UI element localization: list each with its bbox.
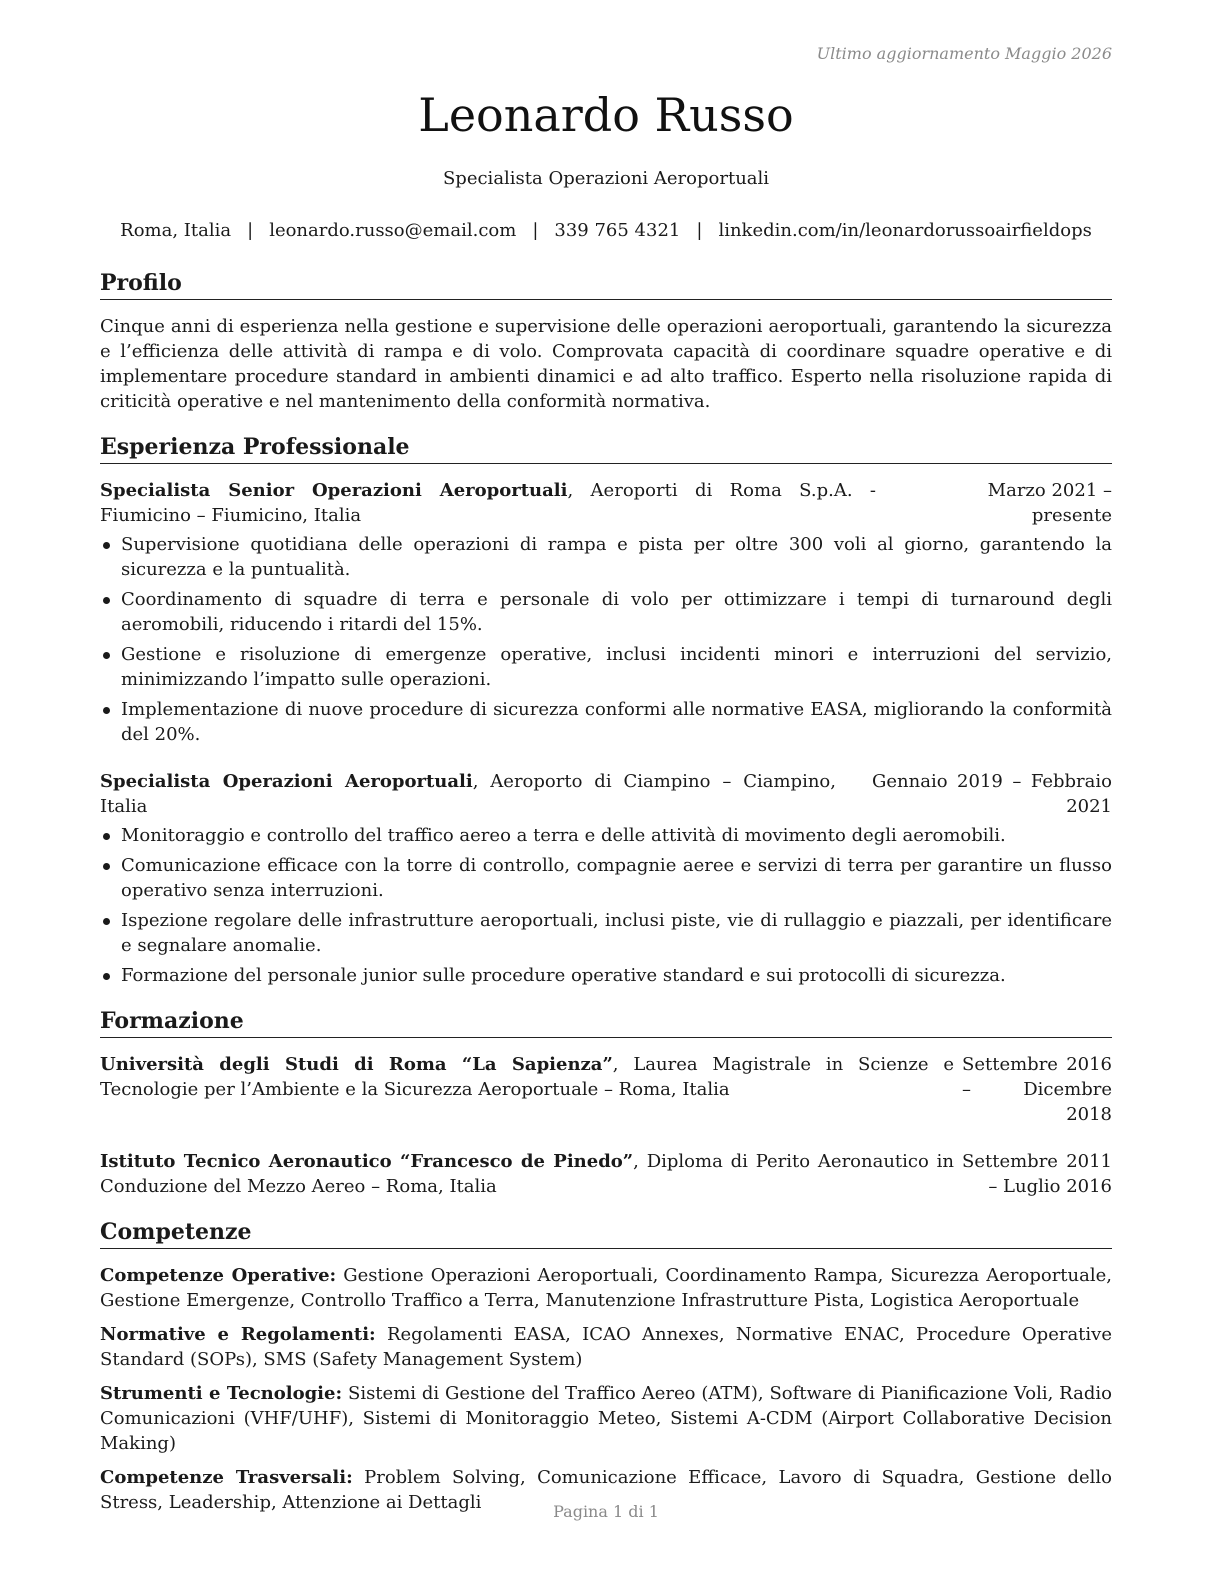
skill-group xyxy=(100,1322,1112,1372)
skill-label: Strumenti e Tecnologie: xyxy=(100,1383,343,1404)
school-name: Istituto Tecnico Aeronautico “Francesco de Pinedo” xyxy=(100,1151,634,1172)
section-title-profile: Profilo xyxy=(100,268,1112,300)
candidate-name: Leonardo Russo xyxy=(418,88,794,142)
job-organization: , Aeroporto di Ciampino – Ciampino, Italia xyxy=(100,771,836,817)
job-role: Specialista Senior Operazioni Aeroportuali xyxy=(100,480,568,501)
list-item: Supervisione quotidiana delle operazioni di rampa e pista per oltre 300 voli al giorno, garantendo la sicurezza e la puntualità. xyxy=(100,532,1112,582)
profile-summary: Cinque anni di esperienza nella gestione e supervisione delle operazioni aeroportuali, garantendo la sicurezza e l’efficienza delle attività di rampa e di volo. Comprovata capacità di coordinare squadre operative e di implementare procedure standard in ambienti dinamici e ad alto traffico. Esperto nella risoluzione rapida di criticità operative e nel mantenimento della conformità normativa. xyxy=(100,316,1112,412)
list-item: Gestione e risoluzione di emergenze operative, inclusi incidenti minori e interruzioni del servizio, minimizzando l’impatto sulle operazioni. xyxy=(100,642,1112,692)
skill-values: Gestione Operazioni Aeroportuali, Coordinamento Rampa, Sicurezza Aeroportuale, Gestione Emergenze, Controllo Traffico a Terra, Manutenzione Infrastrutture Pista, Logistica Aeroportuale xyxy=(100,1265,1112,1311)
resume-page xyxy=(100,0,1112,1584)
list-item: Coordinamento di squadre di terra e personale di volo per ottimizzare i tempi di turnaround degli aeromobili, riducendo i ritardi del 15%. xyxy=(100,587,1112,637)
contact-phone: 339 765 4321 xyxy=(554,220,681,241)
job-role: Specialista Operazioni Aeroportuali xyxy=(100,771,473,792)
degree-detail: , Laurea Magistrale in Scienze e Tecnologie per l’Ambiente e la Sicurezza Aeroportuale – Roma, Italia xyxy=(100,1054,954,1100)
section-title-education: Formazione xyxy=(100,1006,1112,1038)
job-organization: , Aeroporti di Roma S.p.A. - Fiumicino – Fiumicino, Italia xyxy=(100,480,876,526)
experience-entry xyxy=(100,478,1112,747)
job-bullets xyxy=(100,823,1112,988)
skill-values: Sistemi di Gestione del Traffico Aereo (ATM), Software di Pianificazione Voli, Radio Comunicazioni (VHF/UHF), Sistemi di Monitoraggio Meteo, Sistemi A-CDM (Airport Collaborative Decision Making) xyxy=(100,1383,1112,1454)
list-item: Formazione del personale junior sulle procedure operative standard e sui protocolli di sicurezza. xyxy=(100,963,1112,988)
experience-heading xyxy=(100,769,872,819)
section-title-skills: Competenze xyxy=(100,1217,1112,1249)
experience-entry xyxy=(100,769,1112,988)
contact-email[interactable]: leonardo.russo@email.com xyxy=(269,220,517,241)
degree-detail: , Diploma di Perito Aeronautico in Conduzione del Mezzo Aereo – Roma, Italia xyxy=(100,1151,954,1197)
contact-separator: | xyxy=(532,220,539,241)
skill-label: Normative e Regolamenti: xyxy=(100,1324,376,1345)
education-dates: Settembre 2011 – Luglio 2016 xyxy=(962,1151,1112,1197)
education-heading xyxy=(100,1052,962,1102)
education-entry xyxy=(100,1052,1112,1127)
skill-group xyxy=(100,1263,1112,1313)
skill-label: Competenze Trasversali: xyxy=(100,1467,353,1488)
contact-location: Roma, Italia xyxy=(120,220,232,241)
contact-separator: | xyxy=(247,220,254,241)
skill-values: Problem Solving, Comunicazione Efficace, Lavoro di Squadra, Gestione dello Stress, Leadership, Attenzione ai Dettagli xyxy=(100,1467,1112,1513)
job-title: Specialista Operazioni Aeroportuali xyxy=(442,168,770,189)
job-dates: Marzo 2021 – presente xyxy=(987,480,1112,526)
contact-separator: | xyxy=(696,220,703,241)
education-entry xyxy=(100,1149,1112,1199)
job-dates: Gennaio 2019 – Febbraio 2021 xyxy=(872,771,1112,817)
contact-linkedin[interactable]: linkedin.com/in/leonardorussoairfieldops xyxy=(718,220,1092,241)
list-item: Ispezione regolare delle infrastrutture aeroportuali, inclusi piste, vie di rullaggio e piazzali, per identificare e segnalare anomalie. xyxy=(100,908,1112,958)
last-updated: Ultimo aggiornamento Maggio 2026 xyxy=(816,44,1112,63)
job-bullets xyxy=(100,532,1112,747)
education-dates: Settembre 2016 – Dicembre 2018 xyxy=(962,1054,1112,1125)
list-item: Monitoraggio e controllo del traffico aereo a terra e delle attività di movimento degli aeromobili. xyxy=(100,823,1112,848)
school-name: Università degli Studi di Roma “La Sapienza” xyxy=(100,1054,613,1075)
resume-content xyxy=(100,268,1112,1524)
section-title-experience: Esperienza Professionale xyxy=(100,432,1112,464)
skill-group xyxy=(100,1381,1112,1456)
contact-line xyxy=(100,220,1112,241)
skill-label: Competenze Operative: xyxy=(100,1265,337,1286)
education-heading xyxy=(100,1149,962,1199)
list-item: Implementazione di nuove procedure di sicurezza conformi alle normative EASA, migliorando la conformità del 20%. xyxy=(100,697,1112,747)
skill-values: Regolamenti EASA, ICAO Annexes, Normative ENAC, Procedure Operative Standard (SOPs), SMS (Safety Management System) xyxy=(100,1324,1112,1370)
page-number: Pagina 1 di 1 xyxy=(553,1502,659,1521)
list-item: Comunicazione efficace con la torre di controllo, compagnie aeree e servizi di terra per garantire un flusso operativo senza interruzioni. xyxy=(100,853,1112,903)
experience-heading xyxy=(100,478,912,528)
